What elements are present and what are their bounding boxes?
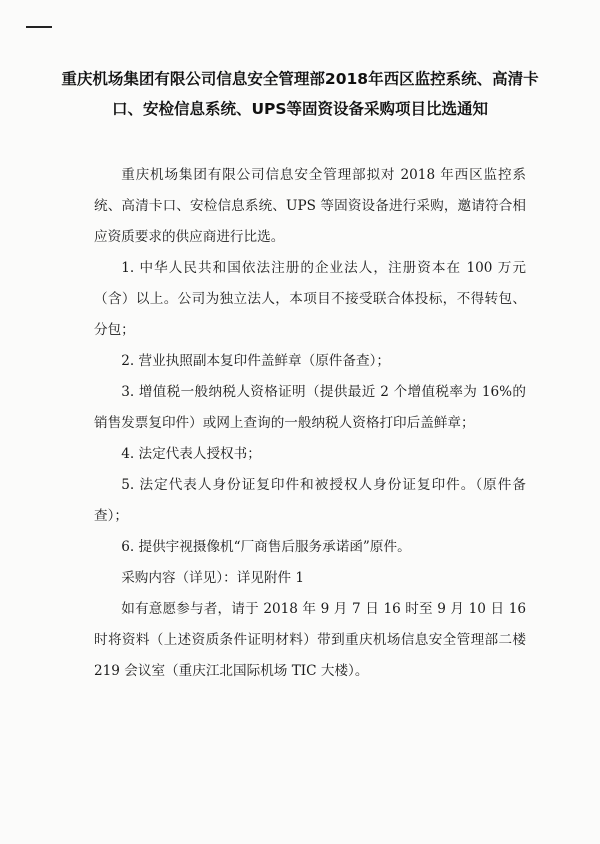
procurement-content: 采购内容（详见）：详见附件 1: [121, 570, 305, 586]
requirement-4: 4. 法定代表人授权书；: [121, 446, 261, 462]
document-title: 重庆机场集团有限公司信息安全管理部2018年西区监控系统、高清卡口、安检信息系统、UPS等固资设备采购项目比选通知: [61, 70, 539, 118]
corner-mark: [26, 26, 52, 28]
requirement-3: 3. 增值税一般纳税人资格证明（提供最近 2 个增值税率为 16%的销售发票复印件）或网上查询的一般纳税人资格打印后盖鲜章；: [94, 384, 526, 431]
intro-paragraph: 重庆机场集团有限公司信息安全管理部拟对 2018 年西区监控系统、高清卡口、安检信息系统、UPS 等固资设备进行采购，邀请符合相应资质要求的供应商进行比选。: [94, 167, 526, 245]
requirement-2: 2. 营业执照副本复印件盖鲜章（原件备查）；: [121, 353, 390, 369]
requirement-1: 1. 中华人民共和国依法注册的企业法人，注册资本在 100 万元（含）以上。公司为独立法人，本项目不接受联合体投标，不得转包、分包；: [94, 260, 526, 338]
requirement-6: 6. 提供宇视摄像机“厂商售后服务承诺函”原件。: [121, 539, 411, 555]
submission-paragraph: 如有意愿参与者，请于 2018 年 9 月 7 日 16 时至 9 月 10 日 16 时将资料（上述资质条件证明材料）带到重庆机场信息安全管理部二楼 219 会议室（重庆江北国际机场 TIC 大楼）。: [94, 601, 526, 679]
document-body: [94, 160, 526, 687]
requirement-5: 5. 法定代表人身份证复印件和被授权人身份证复印件。（原件备查）；: [94, 477, 526, 524]
